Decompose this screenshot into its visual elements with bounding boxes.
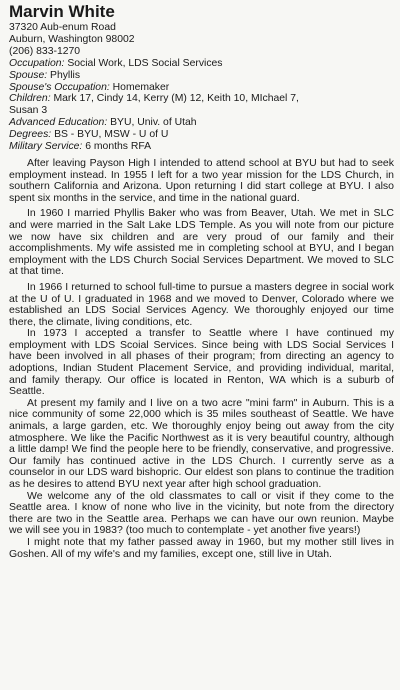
spouse-label: Spouse: [9, 69, 48, 81]
narrative-paragraph: We welcome any of the old classmates to call or visit if they come to the Seattle area. I know of none who live in the vicinity, but note from the directory there are two in the Seattle area. Perhaps we can have our own reunion. Maybe we will see you in 1983? (too much to contemplate - yet another five years!) [9, 489, 394, 537]
occupation-value: Social Work, LDS Social Services [67, 57, 223, 69]
phone-number: (206) 833-1270 [9, 45, 81, 57]
military-value: 6 months RFA [85, 141, 152, 153]
degrees-label: Degrees: [9, 129, 52, 141]
narrative-paragraph: In 1966 I returned to school full-time to pursue a masters degree in social work at the U of U. I graduated in 1968 and we moved to Denver, Colorado where we established an LDS Social Services Agency. We thoroughly enjoyed our time there, the climate, living conditions, etc. [9, 280, 394, 328]
degrees-line [9, 129, 394, 141]
narrative [9, 158, 394, 560]
education-line [9, 117, 394, 129]
children-line [9, 93, 394, 105]
narrative-paragraph: After leaving Payson High I intended to attend school at BYU but had to seek employment instead. In 1955 I left for a two year mission for the LDS Church, in southern California and Arizona. Upon returning I did start college at BYU. I also spent six months in the service, and time in the national guard. [9, 156, 394, 204]
spouse-value: Phyllis [50, 69, 81, 81]
spouse-occupation-line [9, 82, 394, 94]
children-label: Children: [9, 93, 51, 105]
occupation-label: Occupation: [9, 57, 65, 69]
degrees-value: BS - BYU, MSW - U of U [54, 129, 169, 141]
education-label: Advanced Education: [9, 117, 108, 129]
children-line-2: Susan 3 [9, 105, 48, 117]
person-name: Marvin White [9, 2, 115, 21]
address-line-2: Auburn, Washington 98002 [9, 33, 135, 45]
military-label: Military Service: [9, 141, 83, 153]
spouse-line [9, 70, 394, 82]
children-value-1: Mark 17, Cindy 14, Kerry (M) 12, Keith 10, MIchael 7, [53, 93, 299, 105]
address-line-1: 37320 Aub-enum Road [9, 22, 116, 33]
narrative-paragraph: I might note that my father passed away in 1960, but my mother still lives in Goshen. All of my wife's and my families, except one, still live in Utah. [9, 535, 394, 560]
narrative-paragraph: In 1973 I accepted a transfer to Seattle where I have continued my employment with LDS Scoial Services. Since being with LDS Social Services I have been involved in all phases of their program; from directing an agency to adoptions, Indian Student Placement Service, and providing individual, marital, and family therapy. Our office is located in Renton, WA which is a suburb of Seattle. [9, 327, 394, 398]
narrative-paragraph: In 1960 I married Phyllis Baker who was from Beaver, Utah. We met in SLC and were married in the Salt Lake LDS Temple. As you will note from our picture we now have six children and are very proud of our family and their accomplishments. My wife assisted me in completing school at BYU, and I began employment with the LDS Church Social Services Department. We moved to SLC at that time. [9, 207, 394, 278]
education-value: BYU, Univ. of Utah [110, 117, 197, 129]
military-line [9, 141, 394, 153]
contact-info [9, 22, 394, 153]
occupation-line [9, 58, 394, 70]
narrative-paragraph: At present my family and I live on a two acre "mini farm" in Auburn. This is a nice community of some 22,000 which is 35 miles southeast of Seattle. We have animals, a large garden, etc. We thoroughly enjoy being out away from the city atmosphere. We like the Pacific Northwest as it is very beautiful country, although a little damp! We find the people here to be friendly, conservative, and progressive. Our family has continued active in the LDS Church. I currently serve as a counselor in our LDS ward bishopric. Our eldest son plans to continue the tradition as he desires to attend BYU next year after high school graduation. [9, 396, 394, 490]
spouse-occupation-label: Spouse's Occupation: [9, 81, 110, 93]
spouse-occupation-value: Homemaker [112, 81, 170, 93]
